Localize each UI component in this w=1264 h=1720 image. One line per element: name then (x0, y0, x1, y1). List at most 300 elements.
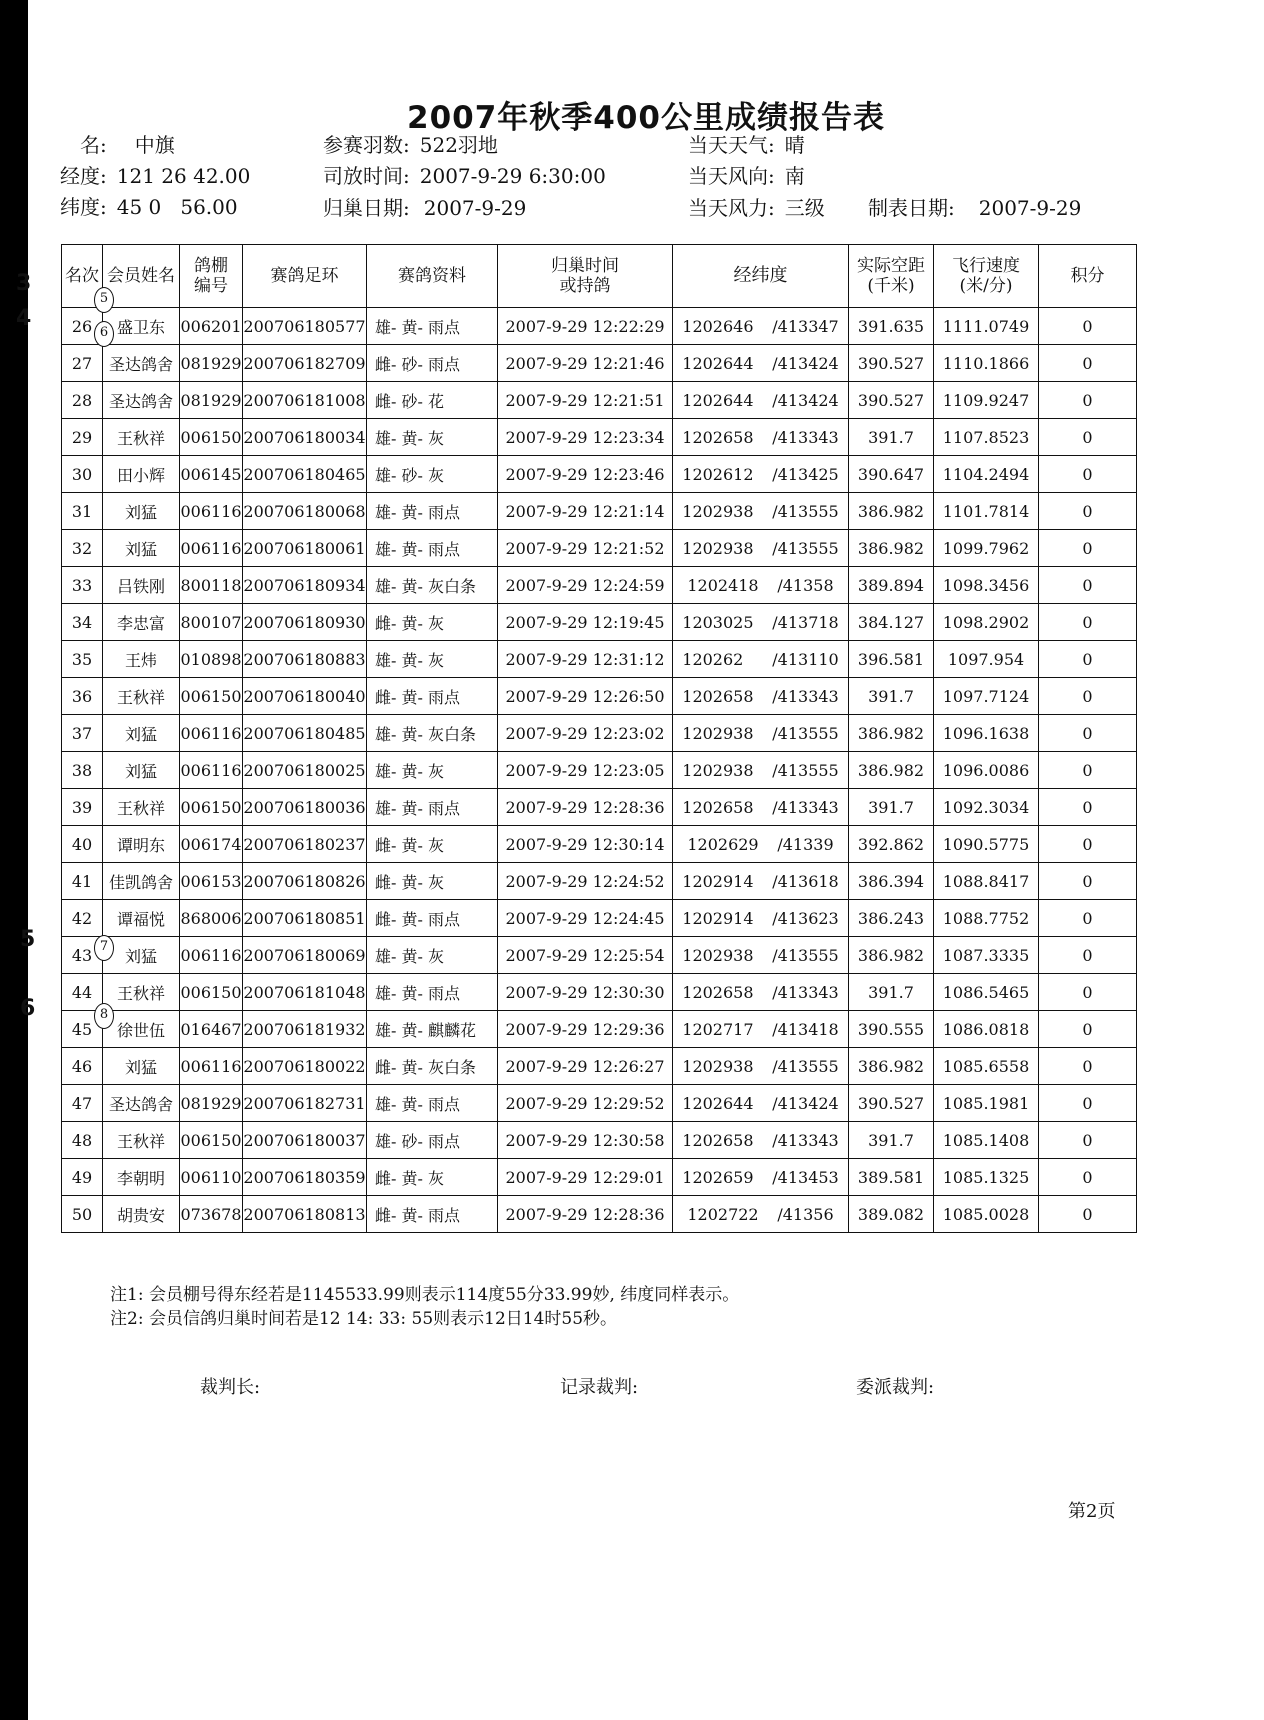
cell-distance: 386.982 (849, 752, 934, 789)
cell-longitude: 1202914 (682, 908, 754, 928)
cell-member-name: 吕铁刚 (103, 567, 180, 604)
col-loft-label: 鸽棚编号 (194, 256, 228, 296)
table-row (62, 493, 1137, 530)
cell-pigeon-info: 雌- 黄- 灰白条 (367, 1048, 498, 1085)
cell-coordinates (673, 900, 849, 937)
handwritten-circle: 8 (94, 1003, 114, 1029)
table-row (62, 715, 1137, 752)
col-ring: 赛鸽足环 (243, 245, 367, 308)
cell-speed: 1090.5775 (934, 826, 1039, 863)
cell-ring-number: 200706180069 (243, 937, 367, 974)
table-body (62, 308, 1137, 1233)
cell-distance: 386.982 (849, 1048, 934, 1085)
cell-latitude: /413347 (772, 316, 839, 336)
cell-loft-number: 006150 (180, 1122, 243, 1159)
cell-member-name: 盛卫东 (103, 308, 180, 345)
cell-ring-number: 200706180851 (243, 900, 367, 937)
cell-loft-number: 006116 (180, 1048, 243, 1085)
cell-ring-number: 200706180813 (243, 1196, 367, 1233)
header-release (323, 160, 606, 189)
cell-speed: 1107.8523 (934, 419, 1039, 456)
cell-rank: 48 (62, 1122, 103, 1159)
cell-latitude: /413623 (772, 908, 839, 928)
cell-ring-number: 200706180577 (243, 308, 367, 345)
header-lng (60, 160, 250, 189)
cell-rank: 37 (62, 715, 103, 752)
cell-latitude: /413555 (772, 945, 839, 965)
cell-distance: 384.127 (849, 604, 934, 641)
cell-loft-number: 006116 (180, 715, 243, 752)
cell-pigeon-info: 雄- 黄- 雨点 (367, 308, 498, 345)
cell-return-time: 2007-9-29 12:21:51 (498, 382, 673, 419)
cell-latitude: /413555 (772, 1056, 839, 1076)
cell-latitude: /413424 (772, 353, 839, 373)
cell-speed: 1096.1638 (934, 715, 1039, 752)
table-row (62, 308, 1137, 345)
cell-coordinates (673, 789, 849, 826)
cell-rank: 30 (62, 456, 103, 493)
cell-pigeon-info: 雌- 黄- 雨点 (367, 900, 498, 937)
cell-speed: 1099.7962 (934, 530, 1039, 567)
cell-loft-number: 006116 (180, 493, 243, 530)
cell-coordinates (673, 937, 849, 974)
cell-return-time: 2007-9-29 12:23:05 (498, 752, 673, 789)
cell-distance: 396.581 (849, 641, 934, 678)
cell-longitude: 120262 (682, 649, 744, 669)
cell-distance: 386.243 (849, 900, 934, 937)
cell-latitude: /413343 (772, 427, 839, 447)
cell-speed: 1097.954 (934, 641, 1039, 678)
cell-pigeon-info: 雌- 黄- 雨点 (367, 1196, 498, 1233)
cell-rank: 39 (62, 789, 103, 826)
table-row (62, 382, 1137, 419)
cell-loft-number: 081929 (180, 382, 243, 419)
cell-return-time: 2007-9-29 12:23:02 (498, 715, 673, 752)
header-release-label: 司放时间: (323, 164, 410, 188)
cell-return-time: 2007-9-29 12:21:52 (498, 530, 673, 567)
header-lat (60, 191, 238, 220)
cell-ring-number: 200706181932 (243, 1011, 367, 1048)
cell-ring-number: 200706182709 (243, 345, 367, 382)
cell-loft-number: 006150 (180, 419, 243, 456)
cell-member-name: 王秋祥 (103, 1122, 180, 1159)
cell-speed: 1085.1981 (934, 1085, 1039, 1122)
header-weather-value: 晴 (784, 133, 805, 157)
table-row (62, 1048, 1137, 1085)
cell-pigeon-info: 雄- 黄- 灰白条 (367, 567, 498, 604)
cell-ring-number: 200706180022 (243, 1048, 367, 1085)
cell-rank: 46 (62, 1048, 103, 1085)
cell-member-name: 圣达鸽舍 (103, 1085, 180, 1122)
cell-longitude: 1202644 (682, 1093, 754, 1113)
col-name: 会员姓名 (103, 245, 180, 308)
cell-rank: 40 (62, 826, 103, 863)
cell-member-name: 刘猛 (103, 752, 180, 789)
cell-coordinates (673, 456, 849, 493)
cell-rank: 31 (62, 493, 103, 530)
cell-ring-number: 200706180883 (243, 641, 367, 678)
cell-return-time: 2007-9-29 12:24:45 (498, 900, 673, 937)
cell-coordinates (673, 752, 849, 789)
cell-longitude: 1202658 (682, 797, 754, 817)
header-wind-force (688, 192, 825, 221)
cell-distance: 390.555 (849, 1011, 934, 1048)
header-lng-value: 121 26 42.00 (116, 164, 251, 188)
cell-speed: 1110.1866 (934, 345, 1039, 382)
cell-longitude: 1202914 (682, 871, 754, 891)
cell-speed: 1085.6558 (934, 1048, 1039, 1085)
cell-rank: 43 (62, 937, 103, 974)
cell-rank: 35 (62, 641, 103, 678)
cell-loft-number: 006150 (180, 974, 243, 1011)
cell-loft-number: 006116 (180, 937, 243, 974)
cell-coordinates (673, 641, 849, 678)
cell-coordinates (673, 604, 849, 641)
cell-member-name: 佳凯鸽舍 (103, 863, 180, 900)
cell-return-time: 2007-9-29 12:24:52 (498, 863, 673, 900)
cell-points: 0 (1039, 826, 1137, 863)
cell-loft-number: 016467 (180, 1011, 243, 1048)
cell-distance: 390.527 (849, 382, 934, 419)
cell-pigeon-info: 雄- 黄- 麒麟花 (367, 1011, 498, 1048)
notes (110, 1283, 739, 1331)
cell-points: 0 (1039, 456, 1137, 493)
cell-pigeon-info: 雌- 砂- 花 (367, 382, 498, 419)
header-birds-label: 参赛羽数: (323, 133, 410, 157)
cell-latitude: /41339 (777, 834, 834, 854)
cell-speed: 1109.9247 (934, 382, 1039, 419)
cell-return-time: 2007-9-29 12:24:59 (498, 567, 673, 604)
cell-member-name: 田小辉 (103, 456, 180, 493)
header-name-label: 名: (80, 133, 107, 157)
table-row (62, 345, 1137, 382)
cell-coordinates (673, 419, 849, 456)
cell-member-name: 徐世伍 (103, 1011, 180, 1048)
note-1: 注1: 会员棚号得东经若是1145533.99则表示114度55分33.99妙, 纬度同样表示。 (110, 1285, 740, 1305)
cell-distance: 386.982 (849, 493, 934, 530)
header-release-value: 2007-9-29 6:30:00 (419, 164, 606, 188)
table-row (62, 863, 1137, 900)
cell-member-name: 李忠富 (103, 604, 180, 641)
cell-points: 0 (1039, 1122, 1137, 1159)
cell-points: 0 (1039, 604, 1137, 641)
cell-distance: 391.7 (849, 419, 934, 456)
table-row (62, 1196, 1137, 1233)
note-2: 注2: 会员信鸽归巢时间若是12 14: 33: 55则表示12日14时55秒。 (110, 1309, 618, 1329)
cell-loft-number: 081929 (180, 1085, 243, 1122)
page-number: 第2页 (1068, 1501, 1116, 1522)
table-row (62, 1085, 1137, 1122)
cell-coordinates (673, 1011, 849, 1048)
cell-distance: 391.7 (849, 789, 934, 826)
cell-coordinates (673, 308, 849, 345)
cell-loft-number: 073678 (180, 1196, 243, 1233)
cell-points: 0 (1039, 567, 1137, 604)
header-made-value: 2007-9-29 (978, 196, 1082, 220)
cell-points: 0 (1039, 1196, 1137, 1233)
cell-latitude: /413343 (772, 686, 839, 706)
cell-loft-number: 081929 (180, 345, 243, 382)
handwritten-circle: 7 (94, 935, 114, 961)
cell-speed: 1096.0086 (934, 752, 1039, 789)
col-coords: 经纬度 (673, 245, 849, 308)
header-weather-label: 当天天气: (688, 133, 775, 157)
cell-distance: 386.982 (849, 530, 934, 567)
cell-pigeon-info: 雄- 黄- 雨点 (367, 974, 498, 1011)
cell-pigeon-info: 雄- 黄- 雨点 (367, 789, 498, 826)
table-row (62, 789, 1137, 826)
cell-member-name: 王炜 (103, 641, 180, 678)
col-time-label: 归巢时间或持鸽 (551, 256, 619, 296)
handwritten-mark: 4 (16, 306, 32, 331)
cell-return-time: 2007-9-29 12:29:52 (498, 1085, 673, 1122)
cell-longitude: 1202938 (682, 501, 754, 521)
cell-distance: 391.7 (849, 678, 934, 715)
results-table (61, 244, 1137, 1233)
cell-longitude: 1202938 (682, 538, 754, 558)
header-wind-force-value: 三级 (784, 196, 825, 220)
cell-return-time: 2007-9-29 12:28:36 (498, 789, 673, 826)
cell-points: 0 (1039, 678, 1137, 715)
cell-pigeon-info: 雌- 黄- 灰 (367, 826, 498, 863)
cell-member-name: 胡贵安 (103, 1196, 180, 1233)
cell-rank: 38 (62, 752, 103, 789)
cell-latitude: /413555 (772, 760, 839, 780)
header-wind-force-label: 当天风力: (688, 196, 775, 220)
cell-longitude: 1202938 (682, 760, 754, 780)
cell-return-time: 2007-9-29 12:23:46 (498, 456, 673, 493)
cell-latitude: /413555 (772, 723, 839, 743)
cell-coordinates (673, 1085, 849, 1122)
cell-longitude: 1203025 (682, 612, 754, 632)
cell-distance: 390.527 (849, 345, 934, 382)
cell-coordinates (673, 1159, 849, 1196)
cell-member-name: 王秋祥 (103, 419, 180, 456)
cell-ring-number: 200706180237 (243, 826, 367, 863)
cell-distance: 391.7 (849, 1122, 934, 1159)
cell-points: 0 (1039, 382, 1137, 419)
cell-ring-number: 200706181008 (243, 382, 367, 419)
cell-latitude: /413718 (772, 612, 839, 632)
cell-speed: 1088.8417 (934, 863, 1039, 900)
cell-return-time: 2007-9-29 12:28:36 (498, 1196, 673, 1233)
col-loft (180, 245, 243, 308)
cell-pigeon-info: 雌- 黄- 灰 (367, 1159, 498, 1196)
cell-return-time: 2007-9-29 12:23:34 (498, 419, 673, 456)
cell-rank: 34 (62, 604, 103, 641)
cell-pigeon-info: 雄- 黄- 灰 (367, 937, 498, 974)
cell-pigeon-info: 雄- 砂- 灰 (367, 456, 498, 493)
cell-ring-number: 200706180036 (243, 789, 367, 826)
col-speed-label: 飞行速度(米/分) (952, 256, 1020, 296)
header-return-label: 归巢日期: (323, 196, 410, 220)
cell-member-name: 刘猛 (103, 530, 180, 567)
cell-rank: 28 (62, 382, 103, 419)
cell-member-name: 王秋祥 (103, 974, 180, 1011)
cell-ring-number: 200706181048 (243, 974, 367, 1011)
cell-distance: 391.7 (849, 974, 934, 1011)
table-row (62, 1011, 1137, 1048)
cell-coordinates (673, 567, 849, 604)
cell-return-time: 2007-9-29 12:26:50 (498, 678, 673, 715)
cell-longitude: 1202938 (682, 945, 754, 965)
cell-distance: 389.581 (849, 1159, 934, 1196)
table-row (62, 678, 1137, 715)
cell-return-time: 2007-9-29 12:19:45 (498, 604, 673, 641)
cell-loft-number: 800107 (180, 604, 243, 641)
cell-ring-number: 200706180359 (243, 1159, 367, 1196)
cell-return-time: 2007-9-29 12:21:14 (498, 493, 673, 530)
cell-member-name: 谭福悦 (103, 900, 180, 937)
signature-delegate: 委派裁判: (856, 1377, 935, 1398)
cell-latitude: /413343 (772, 797, 839, 817)
cell-coordinates (673, 863, 849, 900)
cell-speed: 1104.2494 (934, 456, 1039, 493)
cell-rank: 26 (62, 308, 103, 345)
cell-pigeon-info: 雄- 黄- 灰白条 (367, 715, 498, 752)
col-rank: 名次 (62, 245, 103, 308)
header-wind-dir (688, 160, 805, 189)
cell-points: 0 (1039, 345, 1137, 382)
cell-return-time: 2007-9-29 12:21:46 (498, 345, 673, 382)
cell-ring-number: 200706180485 (243, 715, 367, 752)
header-made-date (868, 192, 1081, 221)
cell-return-time: 2007-9-29 12:30:30 (498, 974, 673, 1011)
cell-speed: 1086.0818 (934, 1011, 1039, 1048)
cell-loft-number: 006145 (180, 456, 243, 493)
cell-longitude: 1202717 (682, 1019, 754, 1039)
cell-pigeon-info: 雌- 黄- 灰 (367, 863, 498, 900)
cell-speed: 1088.7752 (934, 900, 1039, 937)
cell-coordinates (673, 382, 849, 419)
table-header-row (62, 245, 1137, 308)
cell-loft-number: 006116 (180, 752, 243, 789)
table-row (62, 826, 1137, 863)
cell-longitude: 1202658 (682, 686, 754, 706)
col-points: 积分 (1039, 245, 1137, 308)
cell-longitude: 1202629 (687, 834, 759, 854)
cell-points: 0 (1039, 641, 1137, 678)
cell-pigeon-info: 雌- 黄- 灰 (367, 604, 498, 641)
table-row (62, 456, 1137, 493)
cell-rank: 42 (62, 900, 103, 937)
cell-longitude: 1202659 (682, 1167, 754, 1187)
cell-member-name: 谭明东 (103, 826, 180, 863)
table-row (62, 1159, 1137, 1196)
cell-points: 0 (1039, 715, 1137, 752)
cell-loft-number: 868006 (180, 900, 243, 937)
cell-points: 0 (1039, 308, 1137, 345)
cell-coordinates (673, 493, 849, 530)
cell-longitude: 1202644 (682, 390, 754, 410)
handwritten-mark: 3 (16, 271, 32, 296)
cell-return-time: 2007-9-29 12:29:36 (498, 1011, 673, 1048)
cell-latitude: /413110 (772, 649, 839, 669)
cell-latitude: /413453 (772, 1167, 839, 1187)
cell-points: 0 (1039, 419, 1137, 456)
cell-rank: 49 (62, 1159, 103, 1196)
cell-points: 0 (1039, 530, 1137, 567)
cell-speed: 1098.2902 (934, 604, 1039, 641)
cell-points: 0 (1039, 974, 1137, 1011)
cell-coordinates (673, 678, 849, 715)
cell-points: 0 (1039, 789, 1137, 826)
cell-latitude: /413618 (772, 871, 839, 891)
cell-loft-number: 006174 (180, 826, 243, 863)
cell-member-name: 李朝明 (103, 1159, 180, 1196)
cell-ring-number: 200706180068 (243, 493, 367, 530)
cell-loft-number: 006110 (180, 1159, 243, 1196)
cell-coordinates (673, 826, 849, 863)
cell-pigeon-info: 雄- 砂- 雨点 (367, 1122, 498, 1159)
cell-speed: 1097.7124 (934, 678, 1039, 715)
header-wind-dir-label: 当天风向: (688, 164, 775, 188)
cell-distance: 389.082 (849, 1196, 934, 1233)
cell-member-name: 刘猛 (103, 1048, 180, 1085)
cell-rank: 47 (62, 1085, 103, 1122)
cell-loft-number: 010898 (180, 641, 243, 678)
cell-latitude: /413425 (772, 464, 839, 484)
col-distance (849, 245, 934, 308)
cell-pigeon-info: 雌- 砂- 雨点 (367, 345, 498, 382)
col-info: 赛鸽资料 (367, 245, 498, 308)
table-row (62, 900, 1137, 937)
cell-ring-number: 200706180930 (243, 604, 367, 641)
header-wind-dir-value: 南 (784, 164, 805, 188)
header-birds (323, 129, 498, 158)
cell-return-time: 2007-9-29 12:30:58 (498, 1122, 673, 1159)
cell-distance: 386.982 (849, 715, 934, 752)
table-row (62, 641, 1137, 678)
cell-rank: 44 (62, 974, 103, 1011)
cell-member-name: 刘猛 (103, 715, 180, 752)
cell-latitude: /413424 (772, 390, 839, 410)
cell-distance: 390.527 (849, 1085, 934, 1122)
cell-return-time: 2007-9-29 12:22:29 (498, 308, 673, 345)
cell-points: 0 (1039, 900, 1137, 937)
cell-loft-number: 006153 (180, 863, 243, 900)
cell-points: 0 (1039, 937, 1137, 974)
header-return-value: 2007-9-29 (423, 196, 527, 220)
cell-speed: 1085.0028 (934, 1196, 1039, 1233)
table-row (62, 1122, 1137, 1159)
cell-ring-number: 200706180061 (243, 530, 367, 567)
cell-rank: 41 (62, 863, 103, 900)
cell-ring-number: 200706180465 (243, 456, 367, 493)
handwritten-circle: 6 (94, 321, 114, 347)
header-name (80, 129, 175, 158)
table-row (62, 752, 1137, 789)
cell-loft-number: 800118 (180, 567, 243, 604)
table-row (62, 604, 1137, 641)
header-lng-label: 经度: (60, 164, 107, 188)
cell-rank: 27 (62, 345, 103, 382)
table-row (62, 530, 1137, 567)
table-row (62, 937, 1137, 974)
cell-member-name: 刘猛 (103, 937, 180, 974)
cell-distance: 386.394 (849, 863, 934, 900)
cell-return-time: 2007-9-29 12:30:14 (498, 826, 673, 863)
cell-latitude: /413343 (772, 1130, 839, 1150)
cell-longitude: 1202644 (682, 353, 754, 373)
cell-loft-number: 006116 (180, 530, 243, 567)
col-distance-label: 实际空距(千米) (857, 256, 925, 296)
col-speed (934, 245, 1039, 308)
cell-return-time: 2007-9-29 12:29:01 (498, 1159, 673, 1196)
signature-chief: 裁判长: (200, 1377, 261, 1398)
cell-return-time: 2007-9-29 12:26:27 (498, 1048, 673, 1085)
header-birds-value: 522羽地 (419, 133, 498, 157)
